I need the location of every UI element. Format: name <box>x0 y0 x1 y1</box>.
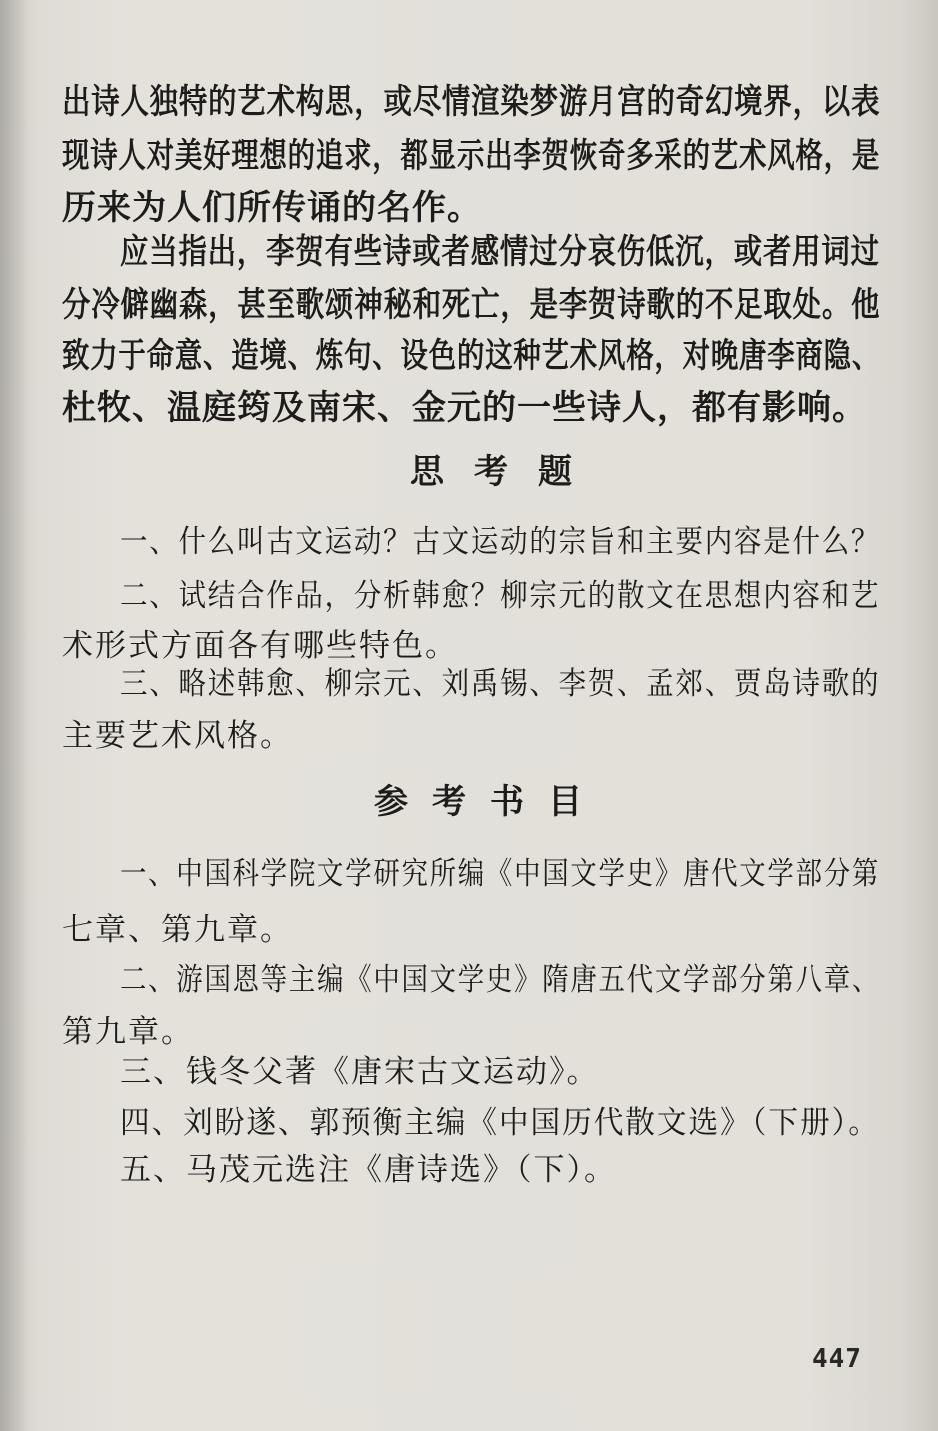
paragraph-2-line-2: 分冷僻幽森，甚至歌颂神秘和死亡，是李贺诗歌的不足取处。他 <box>62 285 881 325</box>
question-2-line-2: 术形式方面各有哪些特色。 <box>62 628 458 664</box>
reference-4-line-1: 四、刘盼遂、郭预衡主编《中国历代散文选》（下册）。 <box>120 1105 880 1141</box>
question-3-line-2: 主要艺术风格。 <box>62 718 293 754</box>
questions-heading: 思考题 <box>410 452 602 492</box>
question-3-line-1: 三、略述韩愈、柳宗元、刘禹锡、李贺、孟郊、贾岛诗歌的 <box>120 666 881 702</box>
reference-1-line-1: 一、中国科学院文学研究所编《中国文学史》唐代文学部分第 <box>120 856 881 892</box>
question-1-line-1: 一、什么叫古文运动？古文运动的宗旨和主要内容是什么？ <box>120 524 881 560</box>
paragraph-2-line-4: 杜牧、温庭筠及南宋、金元的一些诗人，都有影响。 <box>62 388 867 428</box>
paragraph-2-line-3: 致力于命意、造境、炼句、设色的这种艺术风格，对晚唐李商隐、 <box>62 336 881 376</box>
references-heading: 参考书目 <box>374 782 606 822</box>
reference-5-line-1: 五、马茂元选注《唐诗选》（下）。 <box>120 1152 617 1188</box>
reference-3-line-1: 三、钱冬父著《唐宋古文运动》。 <box>120 1054 600 1090</box>
reference-2-line-1: 二、游国恩等主编《中国文学史》隋唐五代文学部分第八章、 <box>120 962 881 998</box>
reference-2-line-2: 第九章。 <box>62 1014 194 1050</box>
paragraph-2-line-1: 应当指出，李贺有些诗或者感情过分哀伤低沉，或者用词过 <box>120 232 880 272</box>
spine-shadow <box>0 0 28 1431</box>
page-number: 447 <box>812 1344 862 1374</box>
reference-1-line-2: 七章、第九章。 <box>62 912 293 948</box>
question-2-line-1: 二、试结合作品，分析韩愈？柳宗元的散文在思想内容和艺 <box>120 578 881 614</box>
paragraph-1-line-3: 历来为人们所传诵的名作。 <box>62 188 482 228</box>
paragraph-1-line-1: 出诗人独特的艺术构思，或尽情渲染梦游月宫的奇幻境界，以表 <box>62 82 881 122</box>
paragraph-1-line-2: 现诗人对美好理想的追求，都显示出李贺恢奇多采的艺术风格，是 <box>62 136 881 176</box>
